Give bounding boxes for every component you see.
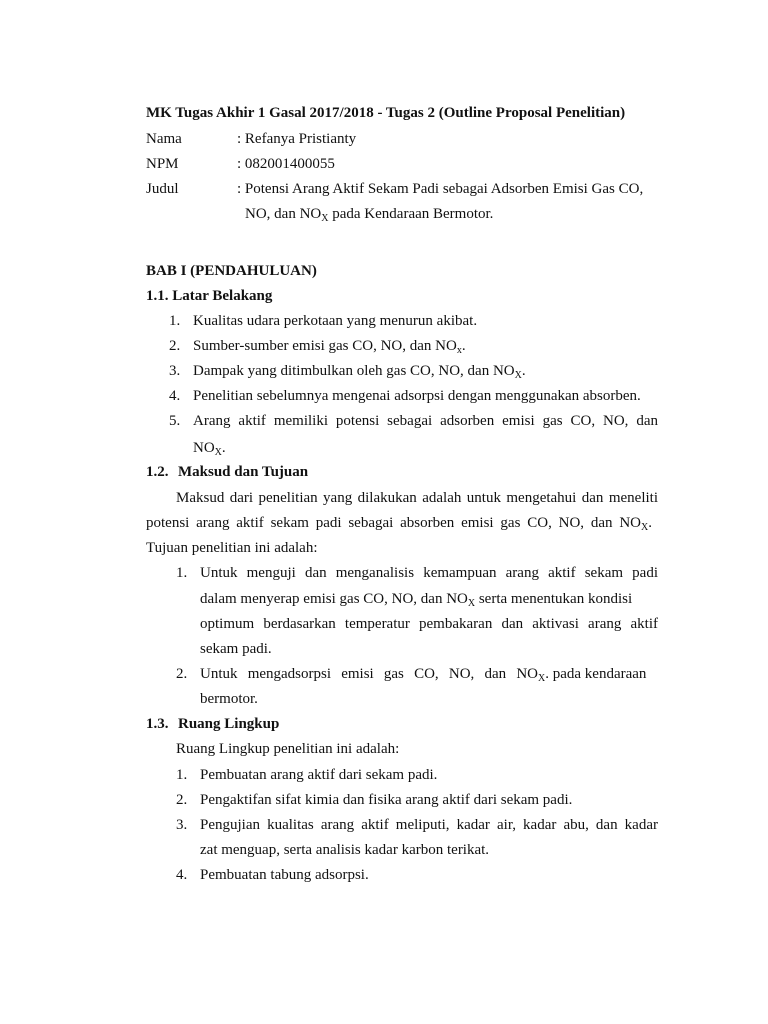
list-item: Pengujian kualitas arang aktif meliputi, kadar air, kadar abu, dan kadar xyxy=(200,817,658,833)
list-number: 5. xyxy=(169,413,181,429)
section-1-2-heading: Maksud dan Tujuan xyxy=(178,464,309,480)
list-number: 1. xyxy=(169,313,181,329)
judul-line-2: NO, dan $NO_X$ pada Kendaraan Bermotor. xyxy=(245,206,494,224)
section-1-3-number: 1.3. xyxy=(146,716,169,732)
paragraph-maksud-line-2: potensi arang aktif sekam padi sebagai absorben emisi gas CO, NO, dan $NO_X$. xyxy=(146,515,652,533)
list-number: 4. xyxy=(169,388,181,404)
section-1-1-heading: 1.1. Latar Belakang xyxy=(146,288,273,304)
list-item: Pengaktifan sifat kimia dan fisika arang aktif dari sekam padi. xyxy=(200,792,573,808)
list-item-continuation: $NO_X$. xyxy=(193,440,226,458)
judul-label: Judul xyxy=(146,181,179,197)
paragraph-tujuan-intro: Tujuan penelitian ini adalah: xyxy=(146,540,318,556)
list-number: 1. xyxy=(176,565,188,581)
nama-value: : Refanya Pristianty xyxy=(237,131,357,147)
list-item-continuation: bermotor. xyxy=(200,691,258,707)
list-item: Penelitian sebelumnya mengenai adsorpsi dengan menggunakan absorben. xyxy=(193,388,641,404)
document-title: MK Tugas Akhir 1 Gasal 2017/2018 - Tugas 2 (Outline Proposal Penelitian) xyxy=(146,105,626,121)
list-item: Untuk mengadsorpsi emisi gas CO, NO, dan $NO_X$. pada kendaraan xyxy=(200,666,647,684)
list-number: 2. xyxy=(176,666,188,682)
list-item-continuation: optimum berdasarkan temperatur pembakaran dan aktivasi arang aktif xyxy=(200,616,658,632)
chapter-title: BAB I (PENDAHULUAN) xyxy=(146,263,317,279)
list-item: Pembuatan tabung adsorpsi. xyxy=(200,867,369,883)
npm-value: : 082001400055 xyxy=(237,156,335,172)
list-number: 2. xyxy=(176,792,188,808)
list-item-continuation: zat menguap, serta analisis kadar karbon terikat. xyxy=(200,842,490,858)
list-number: 4. xyxy=(176,867,188,883)
list-item: Untuk menguji dan menganalisis kemampuan arang aktif sekam padi xyxy=(200,565,658,581)
list-number: 2. xyxy=(169,338,181,354)
list-item-continuation: sekam padi. xyxy=(200,641,272,657)
section-1-2-number: 1.2. xyxy=(146,464,169,480)
section-1-3-heading: Ruang Lingkup xyxy=(178,716,280,732)
list-item: Arang aktif memiliki potensi sebagai adsorben emisi gas CO, NO, dan xyxy=(193,413,658,429)
list-number: 3. xyxy=(169,363,181,379)
paragraph-ruang-lingkup-intro: Ruang Lingkup penelitian ini adalah: xyxy=(176,741,400,757)
npm-label: NPM xyxy=(146,156,179,172)
nama-label: Nama xyxy=(146,131,182,147)
list-item: Dampak yang ditimbulkan oleh gas CO, NO, dan $NO_X$. xyxy=(193,363,526,381)
list-number: 1. xyxy=(176,767,188,783)
paragraph-maksud-line-1: Maksud dari penelitian yang dilakukan adalah untuk mengetahui dan meneliti xyxy=(176,490,658,506)
list-item-continuation: dalam menyerap emisi gas CO, NO, dan $NO_X$ serta menentukan kondisi xyxy=(200,591,633,609)
list-item: Kualitas udara perkotaan yang menurun akibat. xyxy=(193,313,478,329)
list-item: Sumber-sumber emisi gas CO, NO, dan $NO_x$. xyxy=(193,338,466,356)
list-item: Pembuatan arang aktif dari sekam padi. xyxy=(200,767,438,783)
judul-line-1: : Potensi Arang Aktif Sekam Padi sebagai Adsorben Emisi Gas CO, xyxy=(237,181,644,197)
list-number: 3. xyxy=(176,817,188,833)
